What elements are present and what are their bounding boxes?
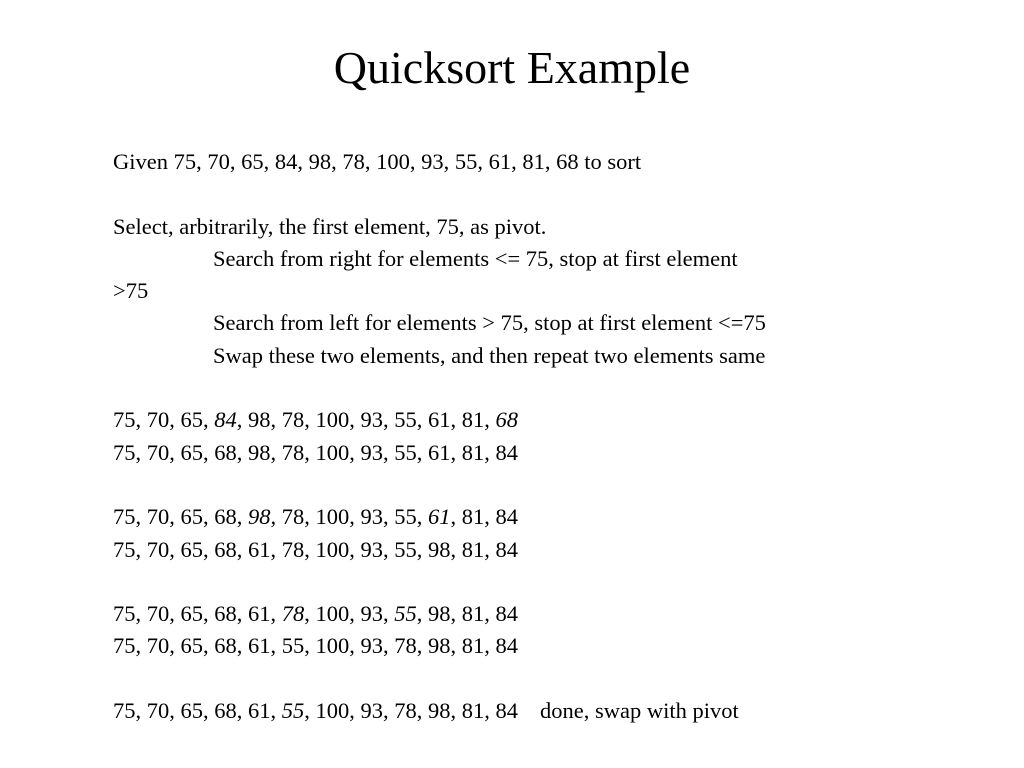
swap-step-line: Swap these two elements, and then repeat two elements same <box>213 342 766 368</box>
sequence-row-7 <box>113 695 993 727</box>
highlighted-value: 84 <box>214 407 237 433</box>
row-text: , 81, 84 <box>450 504 518 530</box>
blank-line <box>113 372 993 404</box>
search-left-line: Search from left for elements > 75, stop at first element <=75 <box>213 310 766 336</box>
highlighted-value: 98 <box>248 504 271 530</box>
done-note: done, swap with pivot <box>540 698 739 724</box>
highlighted-value: 68 <box>495 407 518 433</box>
slide-title: Quicksort Example <box>333 42 691 93</box>
select-pivot-line: Select, arbitrarily, the first element, 75, as pivot. <box>113 213 547 239</box>
sequence-row-5 <box>113 598 993 630</box>
blank-line <box>113 663 993 695</box>
slide-body <box>113 146 993 727</box>
sequence-row-1 <box>113 404 993 436</box>
blank-line <box>113 566 993 598</box>
highlighted-value: 61 <box>428 504 451 530</box>
search-right-line: Search from right for elements <= 75, stop at first element <box>213 245 738 271</box>
highlighted-value: 78 <box>281 601 305 627</box>
row-text: , 98, 81, 84 <box>416 601 518 627</box>
row-text: 75, 70, 65, 68, <box>113 504 248 530</box>
highlighted-value: 55 <box>281 698 305 724</box>
sequence-row-4: 75, 70, 65, 68, 61, 78, 100, 93, 55, 98, 81, 84 <box>113 536 518 562</box>
row-text: , 98, 78, 100, 93, 55, 61, 81, <box>236 407 496 433</box>
sequence-row-3 <box>113 501 993 533</box>
search-right-wrap-line: >75 <box>113 278 149 304</box>
row-text: 75, 70, 65, 68, 61, <box>113 698 282 724</box>
blank-line <box>113 469 993 501</box>
highlighted-value: 55 <box>394 601 417 627</box>
blank-line <box>113 178 993 210</box>
sequence-row-2: 75, 70, 65, 68, 98, 78, 100, 93, 55, 61, 81, 84 <box>113 439 518 465</box>
row-text: , 100, 93, <box>304 601 395 627</box>
row-text: 75, 70, 65, 68, 61, <box>113 601 282 627</box>
row-text: 75, 70, 65, <box>113 407 215 433</box>
row-text: , 100, 93, 78, 98, 81, 84 <box>304 698 518 724</box>
given-line: Given 75, 70, 65, 84, 98, 78, 100, 93, 55, 61, 81, 68 to sort <box>113 149 642 174</box>
row-text: , 78, 100, 93, 55, <box>270 504 428 530</box>
sequence-row-6: 75, 70, 65, 68, 61, 55, 100, 93, 78, 98, 81, 84 <box>113 633 518 659</box>
